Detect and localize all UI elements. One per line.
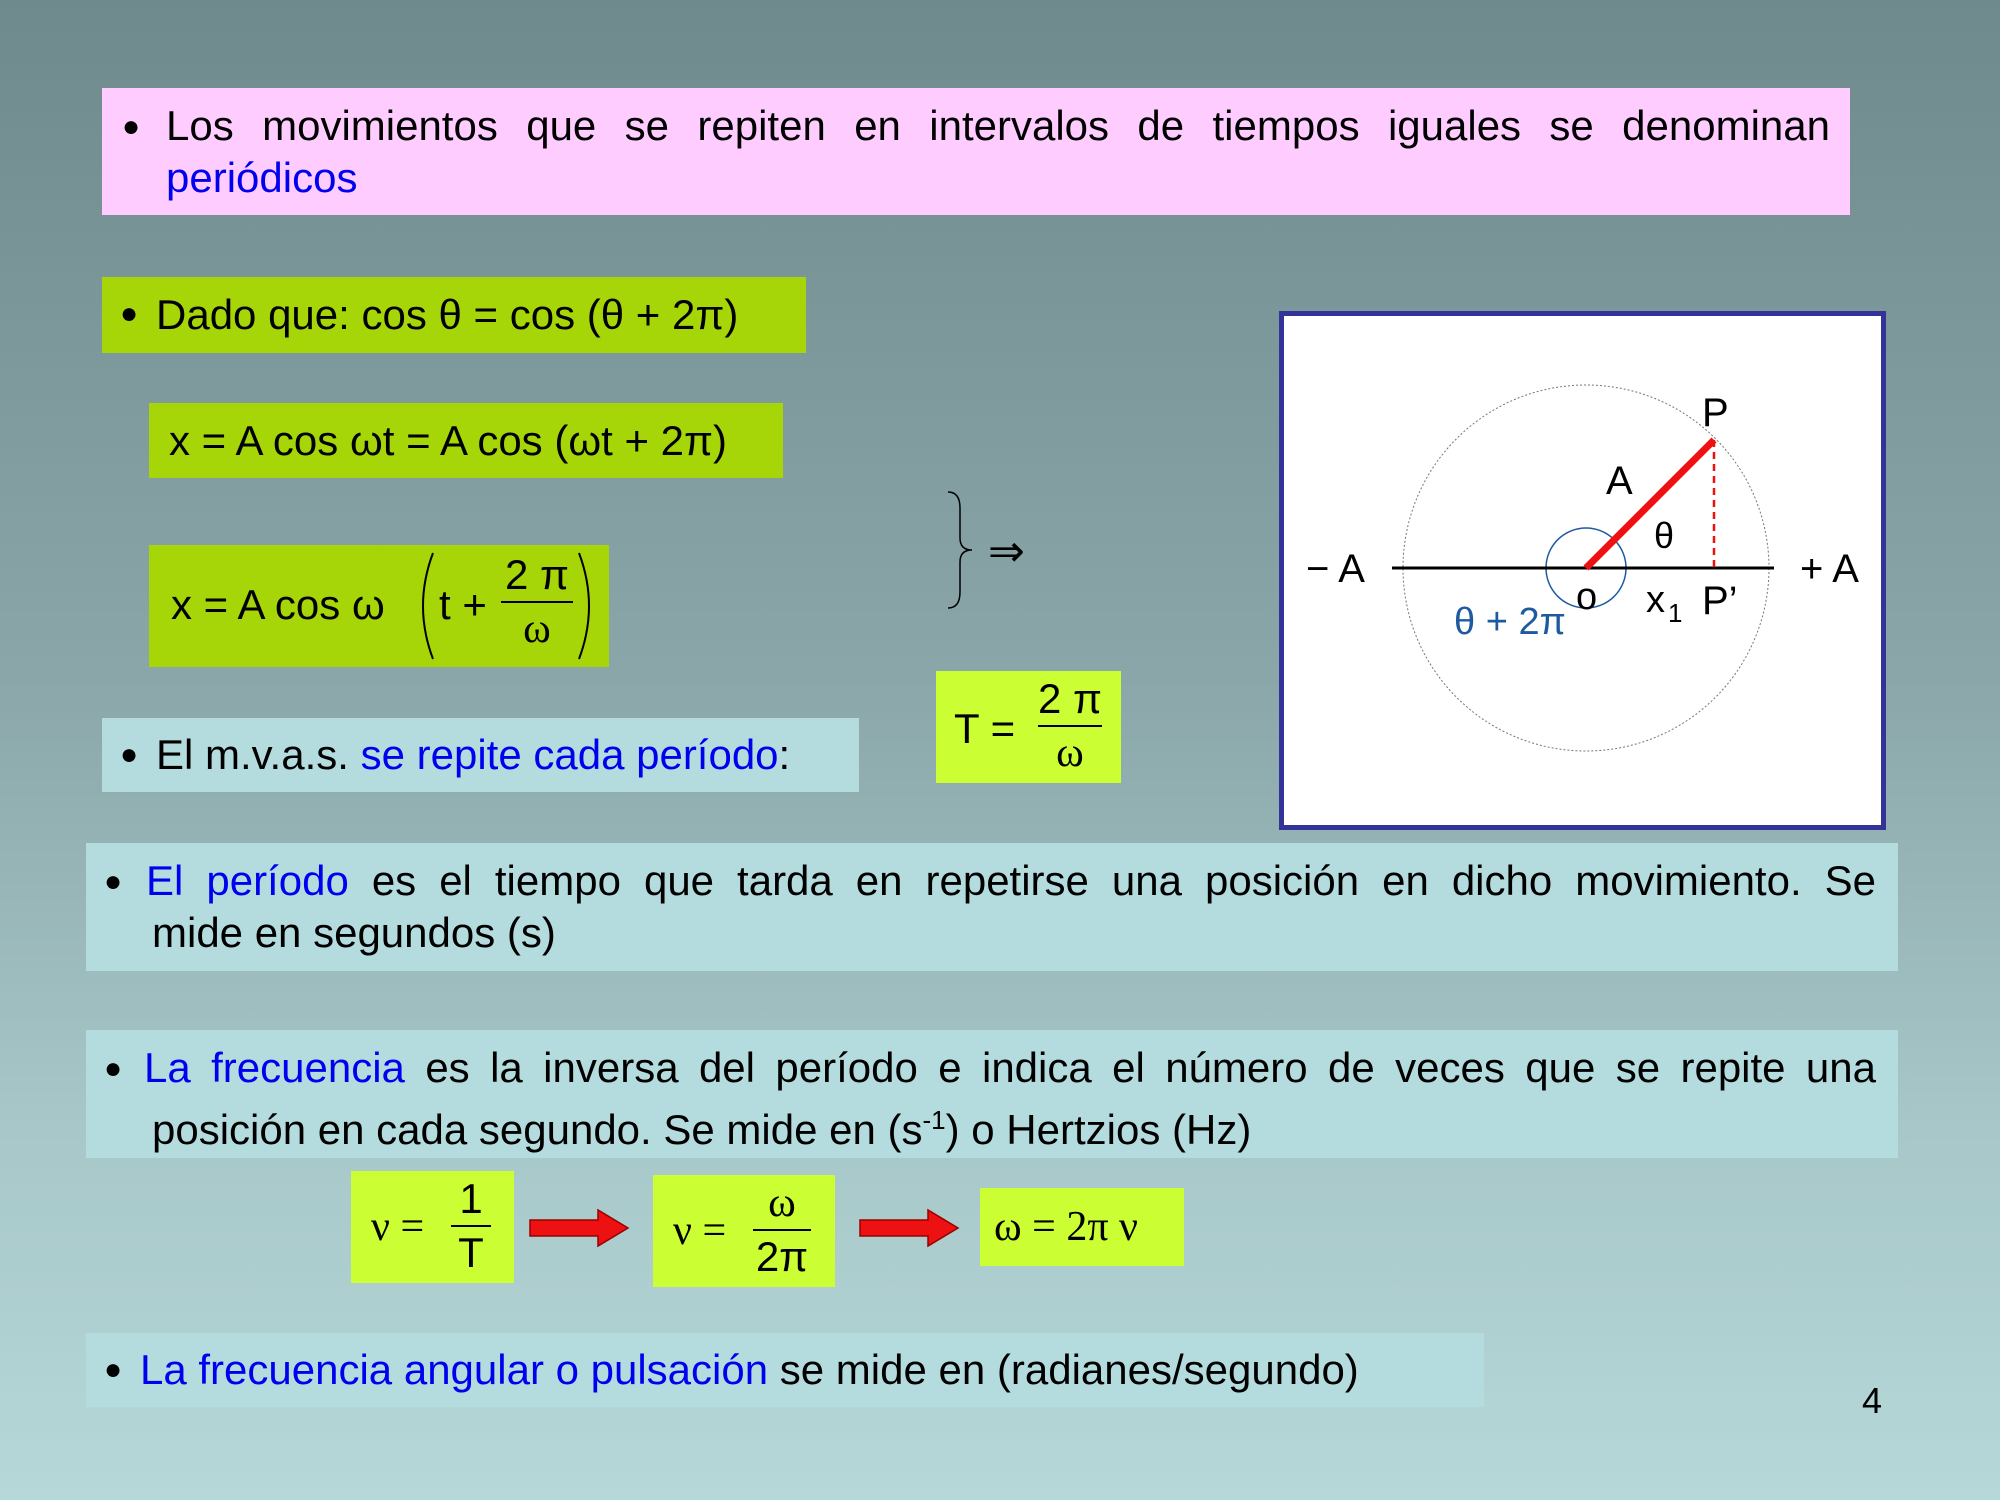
period-def-line2: mide en segundos (s) bbox=[152, 909, 556, 956]
freq-def-line2b: ) o Hertzios (Hz) bbox=[945, 1106, 1252, 1153]
freq-eq3-text: ω = 2π ν bbox=[994, 1204, 1139, 1250]
given-text: Dado que: cos θ = cos (θ + 2π) bbox=[156, 291, 739, 338]
bullet: ● bbox=[104, 1353, 123, 1386]
bullet: ● bbox=[120, 297, 139, 330]
bullet: ● bbox=[104, 1052, 123, 1085]
label-A: A bbox=[1606, 459, 1633, 503]
repeat-suffix: : bbox=[778, 731, 791, 778]
angular-text: se mide en (radianes/segundo) bbox=[779, 1346, 1359, 1393]
repeat-box bbox=[102, 718, 859, 792]
periodic-text: Los movimientos que se repiten en intervalos de tiempos iguales se denominan bbox=[166, 102, 1830, 149]
period-lhs: T = bbox=[954, 705, 1016, 752]
label-minus-A: − A bbox=[1306, 547, 1365, 591]
period-def-highlight: El período bbox=[146, 857, 349, 904]
equation-2-den: ω bbox=[501, 601, 573, 655]
freq-eq2-lhs: ν = bbox=[673, 1208, 727, 1254]
frequency-equation-3 bbox=[980, 1188, 1184, 1266]
label-x-sub: 1 bbox=[1668, 598, 1683, 628]
equation-2-num: 2 π bbox=[504, 551, 569, 598]
freq-def-line2a: posición en cada segundo. Se mide en (s bbox=[152, 1106, 923, 1153]
freq-eq1-den: T bbox=[451, 1225, 491, 1279]
periodic-definition-box bbox=[102, 88, 1850, 215]
frequency-equation-1 bbox=[351, 1171, 514, 1283]
label-P: P bbox=[1702, 391, 1729, 435]
period-den: ω bbox=[1038, 725, 1102, 779]
given-box bbox=[102, 277, 806, 353]
implies-icon: ⇒ bbox=[988, 527, 1025, 576]
bullet: ● bbox=[120, 738, 139, 771]
angular-frequency-box bbox=[86, 1333, 1484, 1407]
freq-def-text: es la inversa del período e indica el número de veces que se repite una bbox=[425, 1044, 1877, 1091]
bullet: ● bbox=[122, 110, 141, 143]
page-number: 4 bbox=[1861, 1380, 1882, 1421]
frequency-equation-2 bbox=[653, 1175, 835, 1287]
angular-highlight: La frecuencia angular o pulsación bbox=[140, 1346, 769, 1393]
label-x: x bbox=[1646, 579, 1665, 621]
label-theta-2pi: θ + 2π bbox=[1454, 601, 1566, 643]
repeat-highlight: se repite cada período bbox=[360, 731, 779, 778]
arrow-right-icon bbox=[528, 1208, 632, 1248]
label-plus-A: + A bbox=[1800, 547, 1859, 591]
arrow-right-icon bbox=[858, 1208, 962, 1248]
equation-2 bbox=[149, 545, 609, 667]
brace-icon bbox=[940, 488, 980, 612]
equation-1 bbox=[149, 403, 783, 478]
equation-2-lhs: x = A cos ω bbox=[171, 581, 385, 628]
periodic-highlight: periódicos bbox=[166, 154, 358, 201]
freq-def-sup: -1 bbox=[922, 1105, 946, 1135]
period-num: 2 π bbox=[1038, 675, 1103, 722]
equation-1-text: x = A cos ωt = A cos (ωt + 2π) bbox=[169, 417, 727, 464]
freq-def-highlight: La frecuencia bbox=[144, 1044, 405, 1091]
freq-eq2-num: ω bbox=[768, 1180, 796, 1226]
period-def-text: es el tiempo que tarda en repetirse una posición en dicho movimiento. Se bbox=[371, 857, 1877, 904]
bullet: ● bbox=[104, 865, 123, 898]
label-o: o bbox=[1576, 576, 1598, 618]
freq-eq2-den: 2π bbox=[753, 1229, 811, 1283]
equation-2-tplus: t + bbox=[439, 581, 487, 628]
period-equation bbox=[936, 671, 1121, 783]
freq-eq1-num: 1 bbox=[459, 1175, 483, 1222]
frequency-definition-box bbox=[86, 1030, 1898, 1158]
label-P-prime: P’ bbox=[1702, 579, 1738, 623]
circle-diagram bbox=[1279, 311, 1886, 830]
freq-eq1-lhs: ν = bbox=[371, 1204, 425, 1250]
period-definition-box bbox=[86, 843, 1898, 971]
label-theta: θ bbox=[1654, 515, 1675, 556]
repeat-text: El m.v.a.s. bbox=[156, 731, 349, 778]
